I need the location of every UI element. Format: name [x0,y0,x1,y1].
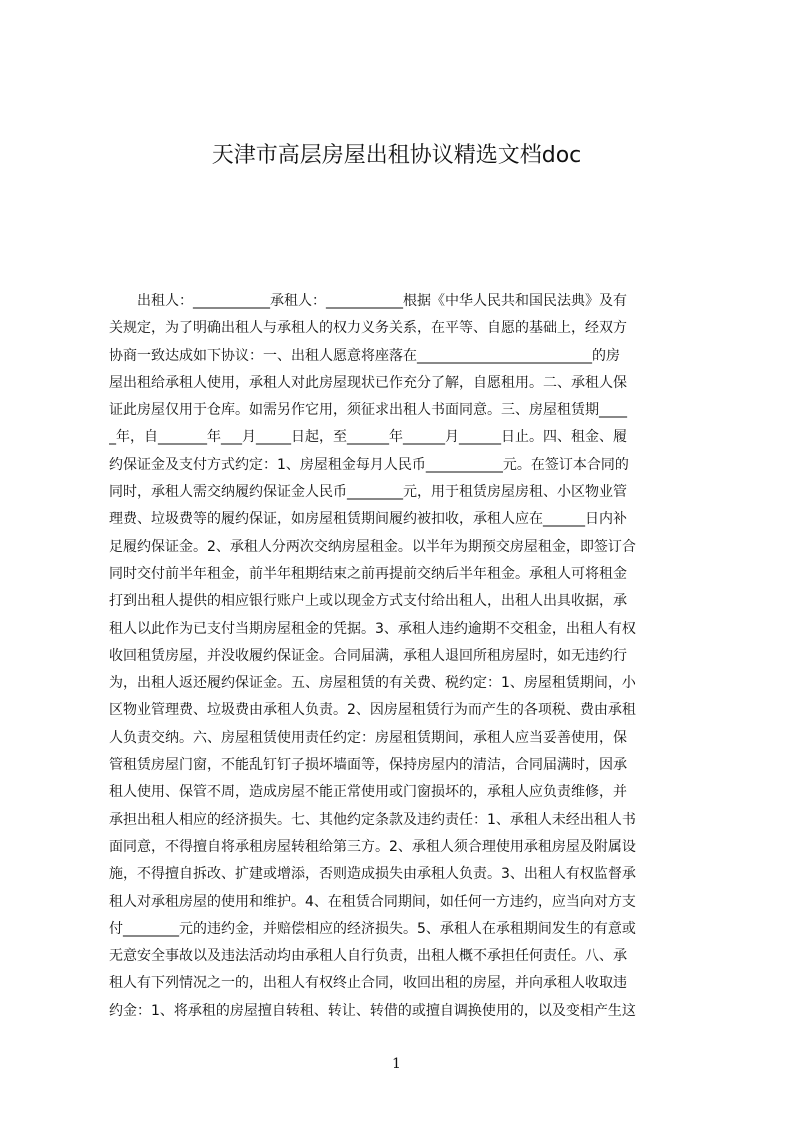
body-text-line: 约保证金及支付方式约定：1、房屋租金每月人民币___________元。在签订本合同的 [109,456,629,473]
body-text-line: _年，自_______年___月_____日起，至______年______月______日止。四、租金、履 [109,429,627,446]
document-body [109,288,697,1028]
body-text-line: 证此房屋仅用于仓库。如需另作它用，须征求出租人书面同意。三、房屋租赁期____ [109,402,627,419]
body-text-line: 面同意，不得擅自将承租房屋转租给第三方。2、承租人须合理使用承租房屋及附属设 [109,838,636,855]
body-text-line: 无意安全事故以及违法活动均由承租人自行负责，出租人概不承担任何责任。八、承 [109,948,627,965]
body-text-line: 区物业管理费、垃圾费由承租人负责。2、因房屋租赁行为而产生的各项税、费由承租 [109,702,636,719]
body-text-line: 打到出租人提供的相应银行账户上或以现金方式支付给出租人，出租人出具收据，承 [109,593,627,610]
body-text-line: 足履约保证金。2、承租人分两次交纳房屋租金。以半年为期预交房屋租金，即签订合 [109,538,636,555]
body-text-line: 人负责交纳。六、房屋租赁使用责任约定：房屋租赁期间，承租人应当妥善使用，保 [109,729,627,746]
body-text-line: 租人对承租房屋的使用和维护。4、在租赁合同期间，如任何一方违约，应当向对方支 [109,893,636,910]
body-text-line: 付________元的违约金，并赔偿相应的经济损失。5、承租人在承租期间发生的有意或 [109,920,636,937]
body-text-line: 协商一致达成如下协议：一、出租人愿意将座落在_________________________的房 [109,347,620,364]
body-text-line: 为，出租人返还履约保证金。五、房屋租赁的有关费、税约定：1、房屋租赁期间，小 [109,675,636,692]
body-text-line: 约金：1、将承租的房屋擅自转租、转让、转借的或擅自调换使用的，以及变相产生这 [109,1002,636,1019]
body-text-line: 收回租赁房屋，并没收履约保证金。合同届满，承租人退回所租房屋时，如无违约行 [109,647,627,664]
body-text-line: 出租人：___________承租人：___________根据《中华人民共和国民法典》及有 [109,293,627,309]
body-text-line: 租人以此作为已支付当期房屋租金的凭据。3、承租人违约逾期不交租金，出租人有权 [109,620,636,637]
body-text-line: 承担出租人相应的经济损失。七、其他约定条款及违约责任：1、承租人未经出租人书 [109,811,636,828]
document-title: 天津市高层房屋出租协议精选文档doc [211,143,582,168]
body-text-line: 屋出租给承租人使用，承租人对此房屋现状已作充分了解，自愿租用。二、承租人保 [109,374,627,391]
body-text-line: 关规定，为了明确出租人与承租人的权力义务关系，在平等、自愿的基础上，经双方 [109,320,627,337]
body-text-line: 同时交付前半年租金，前半年租期结束之前再提前交纳后半年租金。承租人可将租金 [109,565,627,582]
body-text-line: 施，不得擅自拆改、扩建或增添，否则造成损失由承租人负责。3、出租人有权监督承 [109,866,636,883]
body-text-line: 租人有下列情况之一的，出租人有权终止合同，收回出租的房屋，并向承租人收取违 [109,975,627,992]
body-text-line: 理费、垃圾费等的履约保证，如房屋租赁期间履约被扣收，承租人应在______日内补 [109,511,627,528]
body-text-line: 同时，承租人需交纳履约保证金人民币________元，用于租赁房屋房租、小区物业管 [109,484,627,501]
body-text-line: 租人使用、保管不周，造成房屋不能正常使用或门窗损坏的，承租人应负责维修，并 [109,784,627,801]
page-number: 1 [392,1056,401,1072]
body-text-line: 管租赁房屋门窗，不能乱钉钉子损坏墙面等，保持房屋内的清洁，合同届满时，因承 [109,757,627,774]
